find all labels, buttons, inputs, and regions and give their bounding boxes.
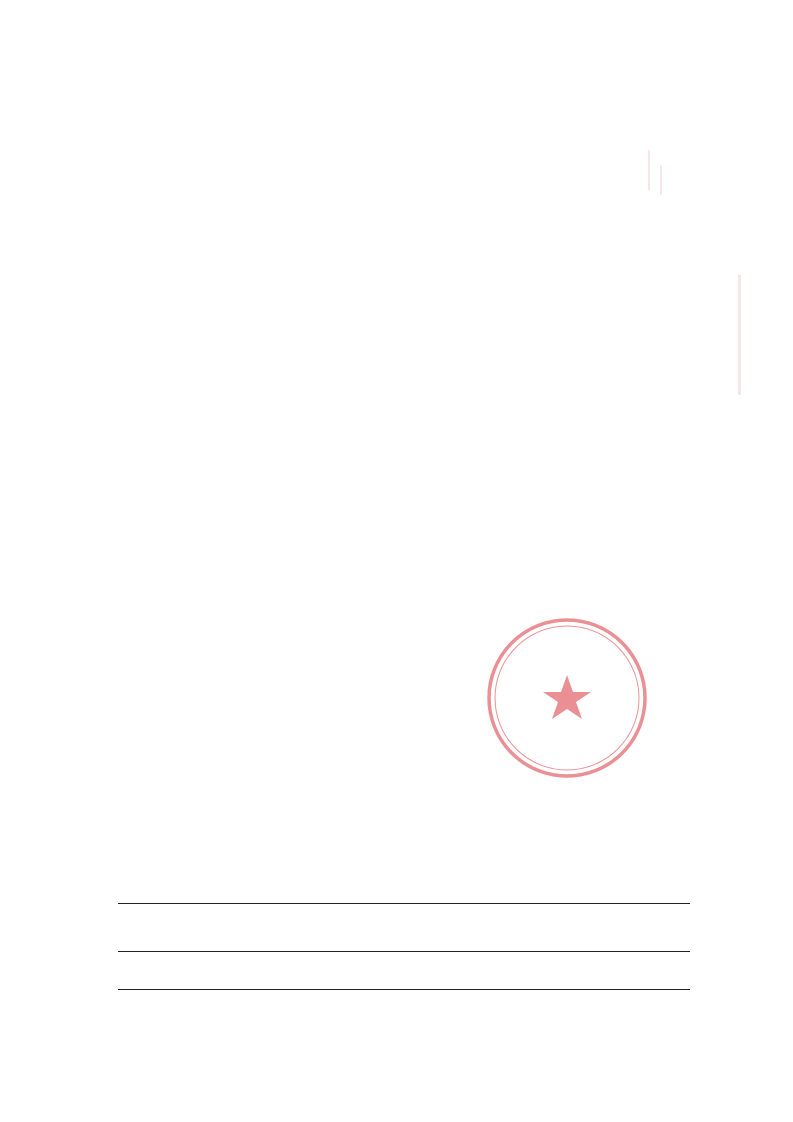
scan-artifact — [660, 165, 662, 195]
footer-middle-rule — [118, 951, 690, 952]
seal-star-icon — [543, 675, 591, 719]
footer-bottom-rule — [118, 989, 690, 990]
scan-artifact — [738, 275, 741, 395]
official-seal-stamp — [482, 613, 652, 783]
footer-top-rule — [118, 903, 690, 904]
scan-artifact — [648, 150, 650, 190]
